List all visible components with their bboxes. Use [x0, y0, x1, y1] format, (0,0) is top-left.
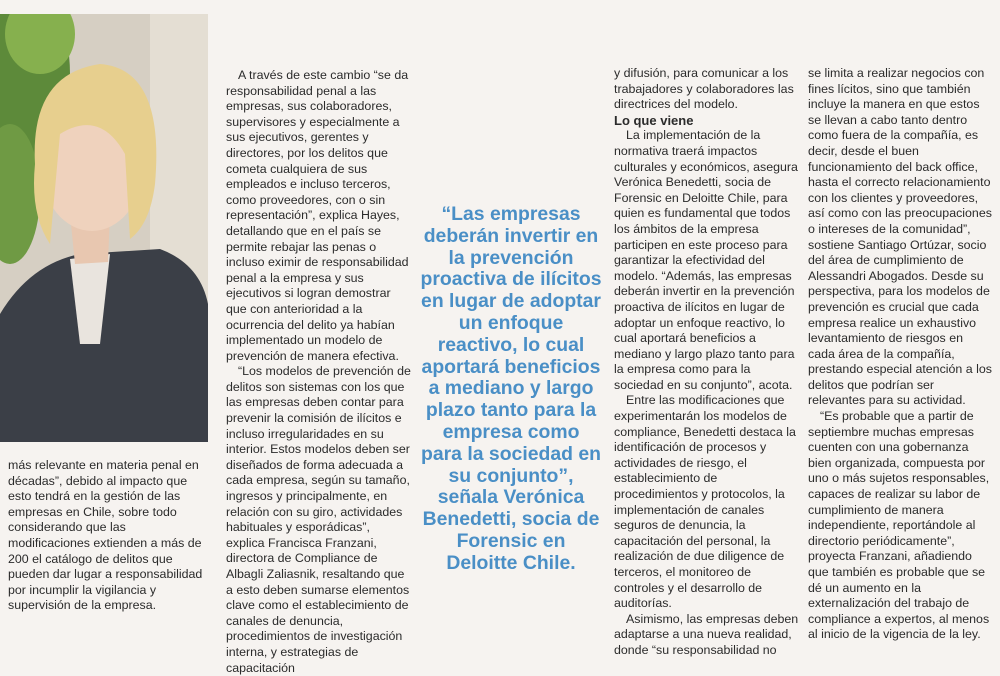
column-4-paragraph-1: La implementación de la normativa traerá impactos culturales y económicos, asegura Verónica Benedetti, socia de Forensic en Deloitte Chile, para quien es fundamental que todos los ámbitos de la empresa participen en este proceso para garantizar la efectividad del modelo. “Además, las empresas deberán invertir en la prevención proactiva de ilícitos en lugar de adoptar un enfoque reactivo, lo cual aportará beneficios a mediano y largo plazo tanto para la empresa como para la sociedad en su conjunto”, acota.: [614, 128, 798, 392]
column-4-paragraph-0: y difusión, para comunicar a los trabajadores y colaboradores las directrices del modelo.: [614, 66, 794, 112]
column-4-paragraph-2: Entre las modificaciones que experimentarán los modelos de compliance, Benedetti destaca la identificación de procesos y actividades de riesgo, el establecimiento de procedimientos y protocolos, la implementación de canales seguros de denuncia, la capacitación del personal, la realización de due diligence de terceros, el monitoreo de controles y el desarrollo de auditorías.: [614, 393, 796, 611]
column-2-paragraph-1: A través de este cambio “se da responsabilidad penal a las empresas, sus colaboradores, supervisores y especialmente a sus ejecutivos, gerentes y directores, por los delitos que cometa cualquiera de sus empleados e incluso terceros, como proveedores, con o sin representación”, explica Hayes, detallando que en el país se permite rebajar las penas o incluso eximir de responsabilidad penal a la empresa y sus ejecutivos si logran demostrar que con anterioridad a la ocurrencia del delito ya habían implementado un modelo de prevención de manera efectiva.: [226, 68, 409, 363]
column-2-paragraph-2: “Los modelos de prevención de delitos son sistemas con los que las empresas deben contar para prevenir la comisión de ilícitos e incluso irregularidades en su interior. Estos modelos deben ser diseñados de forma adecuada a cada empresa, según su tamaño, ingresos y principalmente, en relación con su giro, actividades habituales y esporádicas”, explica Francisca Franzani, directora de Compliance de Albagli Zaliasnik, resaltando que a esto deben sumarse elementos clave como el establecimiento de canales de denuncia, procedimientos de investigación interna, y estrategias de capacitación: [226, 364, 411, 675]
pull-quote: “Las empresas deberán invertir en la prevención proactiva de ilícitos en lugar de adoptar un enfoque reactivo, lo cual aportará beneficios a mediano y largo plazo tanto para la empresa como para la sociedad en su conjunto”, señala Verónica Benedetti, socia de Forensic en Deloitte Chile.: [420, 203, 602, 574]
column-4-paragraph-3: Asimismo, las empresas deben adaptarse a una nueva realidad, donde “su responsabilidad no: [614, 611, 799, 657]
woman-portrait-photo-icon: [0, 14, 208, 442]
article-column-2: [226, 68, 411, 676]
column-5-paragraph-1: se limita a realizar negocios con fines lícitos, sino que también incluye la manera en que estos se llevan a cabo tanto dentro como fuera de la compañía, es decir, desde el buen funcionamiento del back office, hasta el correcto relacionamiento con los clientes y proveedores, así como con las preocupaciones o intereses de la comunidad”, sostiene Santiago Ortúzar, socio del área de cumplimiento de Alessandri Abogados. Desde su perspectiva, para los modelos de prevención es crucial que cada empresa realice un exhaustivo levantamiento de riesgos en cada área de la compañía, prestando especial atención a los delitos que podrían ser relevantes para su actividad.: [808, 66, 992, 408]
article-column-4: [614, 66, 800, 659]
article-column-1: [8, 458, 208, 614]
article-column-5: [808, 66, 993, 643]
portrait-photo: [0, 14, 208, 442]
column-1-text: más relevante en materia penal en décadas”, debido al impacto que esto tendrá en la gestión de las empresas en Chile, sobre todo considerando que las modificaciones extienden a más de 200 el catálogo de delitos que pueden dar lugar a responsabilidad por incumplir la vigilancia y supervisión de la empresa.: [8, 458, 203, 613]
section-subhead: Lo que viene: [614, 112, 694, 128]
column-5-paragraph-2: “Es probable que a partir de septiembre muchas empresas cuenten con una gobernanza bien organizada, compuesta por uno o más sujetos responsables, capaces de realizar su labor de cumplimiento de manera independiente, reportándole al directorio periódicamente”, proyecta Franzani, añadiendo que también es probable que se dé un aumento en la externalización del trabajo de compliance a expertos, al menos al inicio de la vigencia de la ley.: [808, 409, 990, 642]
